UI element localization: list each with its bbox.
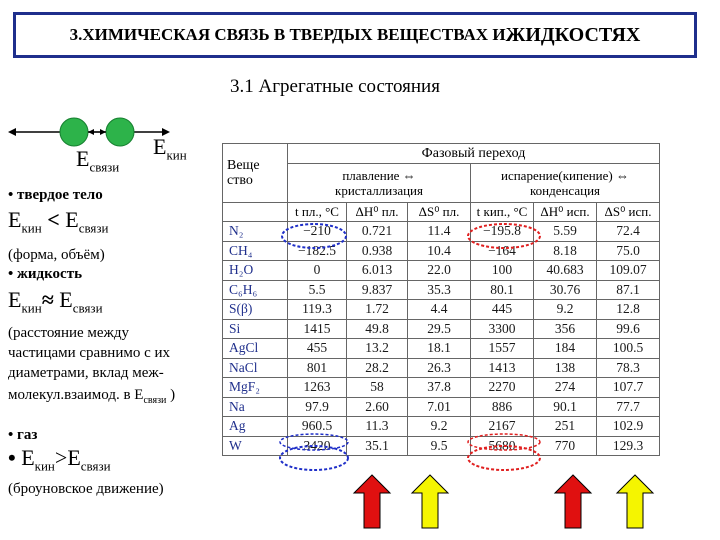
value-cell: −210 bbox=[288, 222, 347, 242]
liquid-note-1: (расстояние между bbox=[8, 325, 130, 341]
col-header: t пл., °C bbox=[288, 202, 347, 222]
value-cell: 100.5 bbox=[597, 339, 660, 359]
value-cell: 40.683 bbox=[534, 261, 597, 281]
value-cell: 90.1 bbox=[534, 397, 597, 417]
value-cell: 0.721 bbox=[347, 222, 408, 242]
value-cell: 75.0 bbox=[597, 241, 660, 261]
arrow-yellow-melt-ds bbox=[412, 475, 448, 528]
atom-left bbox=[60, 118, 88, 146]
kinetic-arrow-left-head bbox=[8, 128, 16, 136]
value-cell: 2167 bbox=[471, 417, 534, 437]
liquid-note-3: диаметрами, вклад меж- bbox=[8, 365, 164, 381]
phase-transition-table bbox=[222, 143, 660, 456]
header-boiling: испарение(кипение) ⇔ конденсация bbox=[471, 163, 660, 202]
substance-cell: NaCl bbox=[223, 358, 288, 378]
value-cell: 12.8 bbox=[597, 300, 660, 320]
col-header: ΔH⁰ пл. bbox=[347, 202, 408, 222]
gas-note: (броуновское движение) bbox=[8, 481, 164, 497]
value-cell: 87.1 bbox=[597, 280, 660, 300]
slide-title bbox=[13, 12, 697, 58]
value-cell: 138 bbox=[534, 358, 597, 378]
header-melting: плавление ⇔ кристаллизация bbox=[288, 163, 471, 202]
substance-cell: N₂ bbox=[223, 222, 288, 242]
value-cell: 99.6 bbox=[597, 319, 660, 339]
value-cell: 97.9 bbox=[288, 397, 347, 417]
value-cell: 3420 bbox=[288, 436, 347, 456]
value-cell: 801 bbox=[288, 358, 347, 378]
title-part2: ЖИДКОСТЯХ bbox=[505, 23, 641, 46]
substance-cell: CH₄ bbox=[223, 241, 288, 261]
e-kin-label: $E_{кин}$ bbox=[153, 134, 187, 163]
value-cell: 356 bbox=[534, 319, 597, 339]
arrow-yellow-boil-ds bbox=[617, 475, 653, 528]
value-cell: 1.72 bbox=[347, 300, 408, 320]
value-cell: 1415 bbox=[288, 319, 347, 339]
value-cell: 109.07 bbox=[597, 261, 660, 281]
value-cell: 960.5 bbox=[288, 417, 347, 437]
col-header: ΔS⁰ исп. bbox=[597, 202, 660, 222]
value-cell: 13.2 bbox=[347, 339, 408, 359]
value-cell: 770 bbox=[534, 436, 597, 456]
value-cell: 18.1 bbox=[408, 339, 471, 359]
value-cell: 9.5 bbox=[408, 436, 471, 456]
table-row bbox=[223, 261, 660, 281]
substance-cell: MgF₂ bbox=[223, 378, 288, 398]
column-header-row bbox=[223, 202, 660, 222]
value-cell: 11.3 bbox=[347, 417, 408, 437]
liquid-label: • жидкость bbox=[8, 266, 83, 282]
value-cell: 886 bbox=[471, 397, 534, 417]
value-cell: 78.3 bbox=[597, 358, 660, 378]
substance-cell: H₂O bbox=[223, 261, 288, 281]
table-row bbox=[223, 222, 660, 242]
value-cell: 274 bbox=[534, 378, 597, 398]
value-cell: −164 bbox=[471, 241, 534, 261]
table-row bbox=[223, 358, 660, 378]
value-cell: 77.7 bbox=[597, 397, 660, 417]
bond-arrow-left bbox=[88, 129, 94, 135]
liquid-note-4: молекул.взаимод. в $E_{связи}$ ) bbox=[8, 387, 176, 406]
value-cell: 1413 bbox=[471, 358, 534, 378]
table-row bbox=[223, 319, 660, 339]
table-row bbox=[223, 397, 660, 417]
value-cell: 455 bbox=[288, 339, 347, 359]
value-cell: 1557 bbox=[471, 339, 534, 359]
value-cell: 0 bbox=[288, 261, 347, 281]
value-cell: 37.8 bbox=[408, 378, 471, 398]
value-cell: 49.8 bbox=[347, 319, 408, 339]
value-cell: 1263 bbox=[288, 378, 347, 398]
solid-equation: $E_{кин} < E_{связи}$ bbox=[8, 207, 109, 236]
header-phase-transition: Фазовый переход bbox=[288, 144, 660, 164]
value-cell: 2.60 bbox=[347, 397, 408, 417]
substance-cell: Ag bbox=[223, 417, 288, 437]
value-cell: 35.3 bbox=[408, 280, 471, 300]
arrow-red-melt-dh bbox=[354, 475, 390, 528]
bond-arrow-right bbox=[100, 129, 106, 135]
value-cell: 107.7 bbox=[597, 378, 660, 398]
table-row bbox=[223, 378, 660, 398]
value-cell: 5.59 bbox=[534, 222, 597, 242]
value-cell: 119.3 bbox=[288, 300, 347, 320]
col-header: ΔS⁰ пл. bbox=[408, 202, 471, 222]
value-cell: −182.5 bbox=[288, 241, 347, 261]
substance-cell: S(β) bbox=[223, 300, 288, 320]
value-cell: 0.938 bbox=[347, 241, 408, 261]
value-cell: 2270 bbox=[471, 378, 534, 398]
header-empty bbox=[223, 202, 288, 222]
col-header: t кип., °C bbox=[471, 202, 534, 222]
table-row bbox=[223, 339, 660, 359]
liquid-note-2: частицами сравнимо с их bbox=[8, 345, 171, 361]
substance-cell: W bbox=[223, 436, 288, 456]
section-subtitle: 3.1 Агрегатные состояния bbox=[230, 76, 440, 97]
table-row bbox=[223, 280, 660, 300]
value-cell: 5680 bbox=[471, 436, 534, 456]
value-cell: 4.4 bbox=[408, 300, 471, 320]
value-cell: 9.2 bbox=[408, 417, 471, 437]
atom-right bbox=[106, 118, 134, 146]
arrow-red-boil-dh bbox=[555, 475, 591, 528]
value-cell: 3300 bbox=[471, 319, 534, 339]
liquid-equation: $E_{кин}\approx E_{связи}$ bbox=[8, 287, 103, 316]
substance-cell: AgCl bbox=[223, 339, 288, 359]
value-cell: 100 bbox=[471, 261, 534, 281]
gas-equation: • $E_{кин}>E_{связи}$ bbox=[8, 445, 111, 474]
value-cell: 251 bbox=[534, 417, 597, 437]
value-cell: 26.3 bbox=[408, 358, 471, 378]
value-cell: 8.18 bbox=[534, 241, 597, 261]
substance-cell: Na bbox=[223, 397, 288, 417]
value-cell: −195.8 bbox=[471, 222, 534, 242]
value-cell: 102.9 bbox=[597, 417, 660, 437]
header-substance: Веще ство bbox=[223, 144, 288, 203]
value-cell: 9.2 bbox=[534, 300, 597, 320]
value-cell: 5.5 bbox=[288, 280, 347, 300]
col-header: ΔH⁰ исп. bbox=[534, 202, 597, 222]
value-cell: 129.3 bbox=[597, 436, 660, 456]
value-cell: 7.01 bbox=[408, 397, 471, 417]
table-row bbox=[223, 241, 660, 261]
value-cell: 9.837 bbox=[347, 280, 408, 300]
value-cell: 10.4 bbox=[408, 241, 471, 261]
table-row bbox=[223, 300, 660, 320]
title-part1: 3.ХИМИЧЕСКАЯ СВЯЗЬ В ТВЕРДЫХ ВЕЩЕСТВАХ И bbox=[69, 25, 506, 44]
value-cell: 22.0 bbox=[408, 261, 471, 281]
value-cell: 35.1 bbox=[347, 436, 408, 456]
value-cell: 6.013 bbox=[347, 261, 408, 281]
value-cell: 29.5 bbox=[408, 319, 471, 339]
value-cell: 80.1 bbox=[471, 280, 534, 300]
value-cell: 184 bbox=[534, 339, 597, 359]
value-cell: 72.4 bbox=[597, 222, 660, 242]
value-cell: 30.76 bbox=[534, 280, 597, 300]
gas-label: • газ bbox=[8, 427, 38, 443]
table-row bbox=[223, 417, 660, 437]
value-cell: 58 bbox=[347, 378, 408, 398]
table-row bbox=[223, 436, 660, 456]
value-cell: 28.2 bbox=[347, 358, 408, 378]
substance-cell: Si bbox=[223, 319, 288, 339]
e-bond-label: $E_{связи}$ bbox=[76, 146, 120, 175]
solid-note: (форма, объём) bbox=[8, 247, 105, 263]
value-cell: 11.4 bbox=[408, 222, 471, 242]
substance-cell: C₆H₆ bbox=[223, 280, 288, 300]
solid-label: • твердое тело bbox=[8, 187, 103, 203]
value-cell: 445 bbox=[471, 300, 534, 320]
